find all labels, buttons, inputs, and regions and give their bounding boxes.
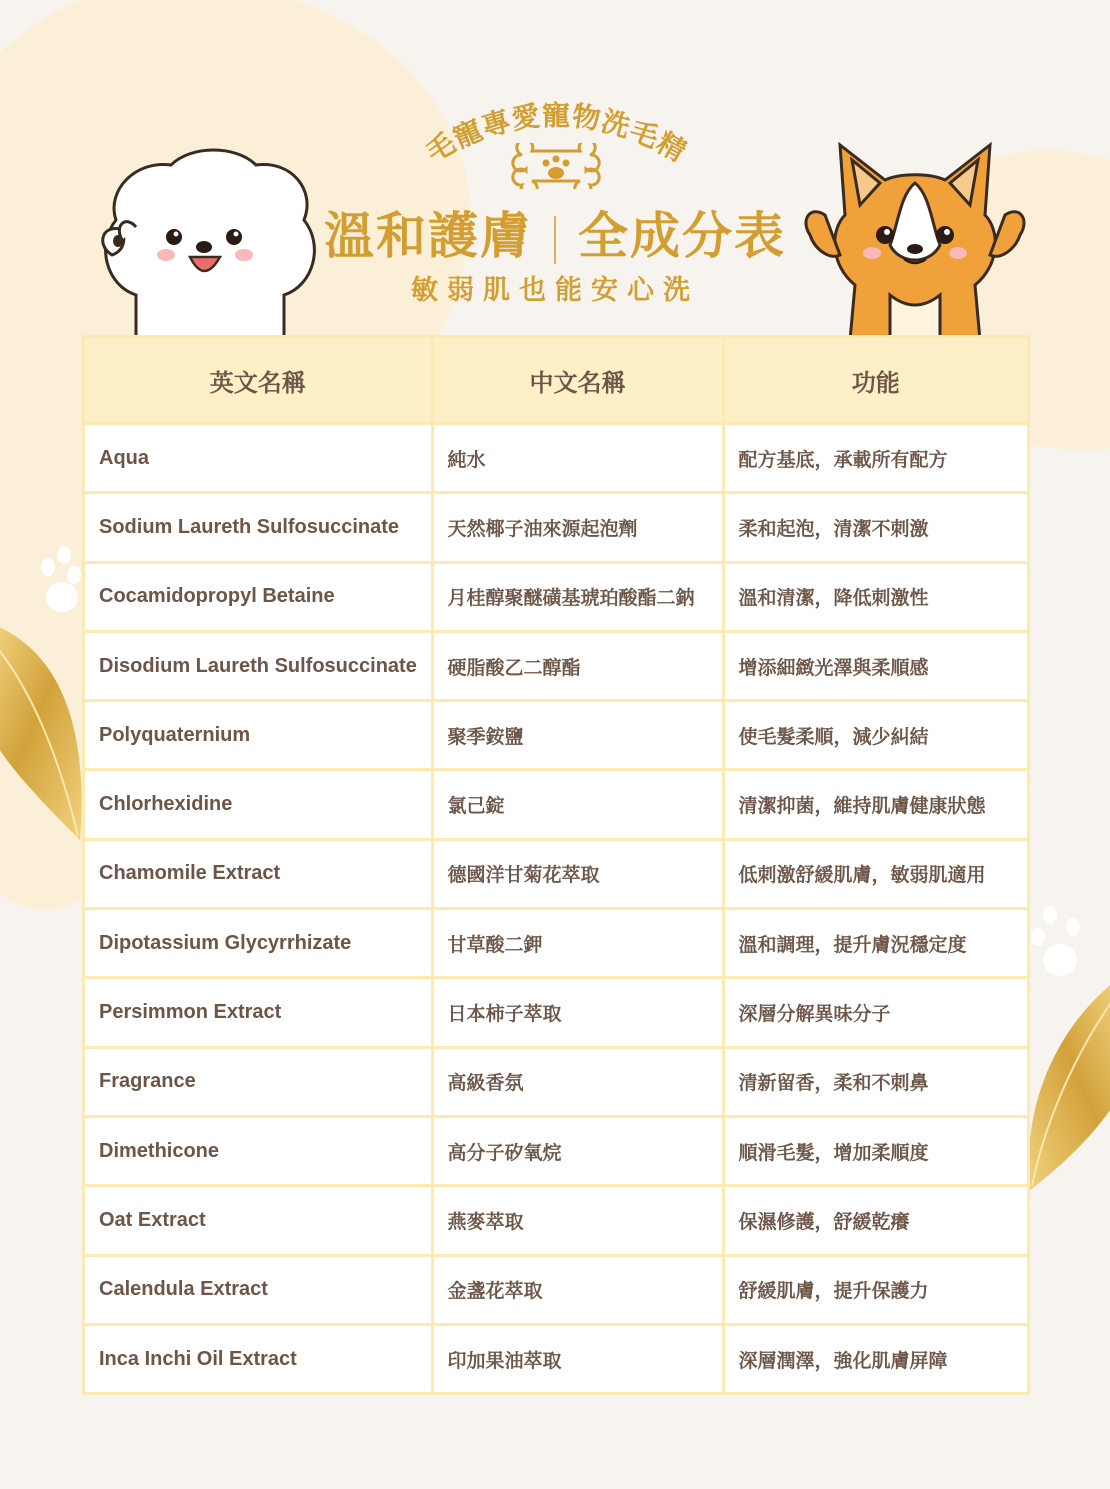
ingredient-function: 使毛髮柔順，減少糾結	[723, 701, 1029, 770]
ingredient-chinese-name: 硬脂酸乙二醇酯	[432, 631, 723, 700]
ingredient-chinese-name: 月桂醇聚醚磺基琥珀酸酯二鈉	[432, 562, 723, 631]
ingredient-chinese-name: 金盞花萃取	[432, 1255, 723, 1324]
gold-feather-leaf	[1020, 950, 1110, 1210]
ingredient-function: 低刺激舒緩肌膚，敏弱肌適用	[723, 839, 1029, 908]
ingredient-english-name: Dimethicone	[84, 1116, 433, 1185]
table-row	[84, 1324, 1029, 1393]
ingredient-english-name: Cocamidopropyl Betaine	[84, 562, 433, 631]
subtitle: 敏弱肌也能安心洗	[411, 275, 699, 306]
ingredient-function: 深層分解異味分子	[723, 978, 1029, 1047]
title-divider	[554, 216, 556, 264]
table-row	[84, 493, 1029, 562]
ingredient-english-name: Dipotassium Glycyrrhizate	[84, 909, 433, 978]
ingredient-english-name: Inca Inchi Oil Extract	[84, 1324, 433, 1393]
ingredient-chinese-name: 聚季銨鹽	[432, 701, 723, 770]
table-row	[84, 631, 1029, 700]
ingredient-english-name: Sodium Laureth Sulfosuccinate	[84, 493, 433, 562]
ingredient-function: 保濕修護，舒緩乾癢	[723, 1186, 1029, 1255]
ingredient-function: 柔和起泡，清潔不刺激	[723, 493, 1029, 562]
ingredient-function: 清新留香，柔和不刺鼻	[723, 1047, 1029, 1116]
ingredient-chinese-name: 甘草酸二鉀	[432, 909, 723, 978]
table-row	[84, 770, 1029, 839]
white-poodle-illustration	[96, 145, 326, 340]
ingredient-chinese-name: 天然椰子油來源起泡劑	[432, 493, 723, 562]
page-header	[0, 0, 1110, 335]
table-row	[84, 978, 1029, 1047]
ingredient-english-name: Aqua	[84, 424, 433, 493]
table-row	[84, 1047, 1029, 1116]
main-title-left: 溫和護膚	[324, 207, 532, 265]
ingredients-table	[82, 335, 1030, 1395]
table-row	[84, 701, 1029, 770]
ingredient-english-name: Fragrance	[84, 1047, 433, 1116]
ingredient-english-name: Persimmon Extract	[84, 978, 433, 1047]
ingredient-chinese-name: 德國洋甘菊花萃取	[432, 839, 723, 908]
main-title-right: 全成分表	[578, 207, 786, 265]
ingredient-english-name: Oat Extract	[84, 1186, 433, 1255]
table-row	[84, 1186, 1029, 1255]
table-body	[84, 424, 1029, 1394]
ingredient-english-name: Disodium Laureth Sulfosuccinate	[84, 631, 433, 700]
ingredient-english-name: Calendula Extract	[84, 1255, 433, 1324]
ingredient-chinese-name: 高級香氛	[432, 1047, 723, 1116]
ingredient-chinese-name: 高分子矽氧烷	[432, 1116, 723, 1185]
table-row	[84, 562, 1029, 631]
ingredient-function: 配方基底，承載所有配方	[723, 424, 1029, 493]
ingredient-function: 增添細緻光澤與柔順感	[723, 631, 1029, 700]
ingredient-function: 舒緩肌膚，提升保護力	[723, 1255, 1029, 1324]
table-row	[84, 839, 1029, 908]
table-header-row	[84, 337, 1029, 424]
column-header-english-name: 英文名稱	[84, 337, 433, 424]
ingredient-function: 溫和調理，提升膚況穩定度	[723, 909, 1029, 978]
table-row	[84, 1116, 1029, 1185]
ingredient-chinese-name: 純水	[432, 424, 723, 493]
ingredient-function: 順滑毛髮，增加柔順度	[723, 1116, 1029, 1185]
table-row	[84, 909, 1029, 978]
ingredient-chinese-name: 印加果油萃取	[432, 1324, 723, 1393]
ingredient-chinese-name: 日本柿子萃取	[432, 978, 723, 1047]
corgi-illustration	[800, 135, 1030, 340]
ingredient-english-name: Chamomile Extract	[84, 839, 433, 908]
table-row	[84, 424, 1029, 493]
column-header-function: 功能	[723, 337, 1029, 424]
arc-title-text: 毛寵專愛寵物洗毛精	[420, 98, 693, 169]
ingredient-english-name: Chlorhexidine	[84, 770, 433, 839]
paw-bone-icon	[508, 143, 604, 189]
ingredient-function: 清潔抑菌，維持肌膚健康狀態	[723, 770, 1029, 839]
ingredient-function: 溫和清潔，降低刺激性	[723, 562, 1029, 631]
ingredient-chinese-name: 燕麥萃取	[432, 1186, 723, 1255]
ingredient-function: 深層潤澤，強化肌膚屏障	[723, 1324, 1029, 1393]
column-header-chinese-name: 中文名稱	[432, 337, 723, 424]
table-row	[84, 1255, 1029, 1324]
ingredient-chinese-name: 氯己錠	[432, 770, 723, 839]
ingredient-english-name: Polyquaternium	[84, 701, 433, 770]
